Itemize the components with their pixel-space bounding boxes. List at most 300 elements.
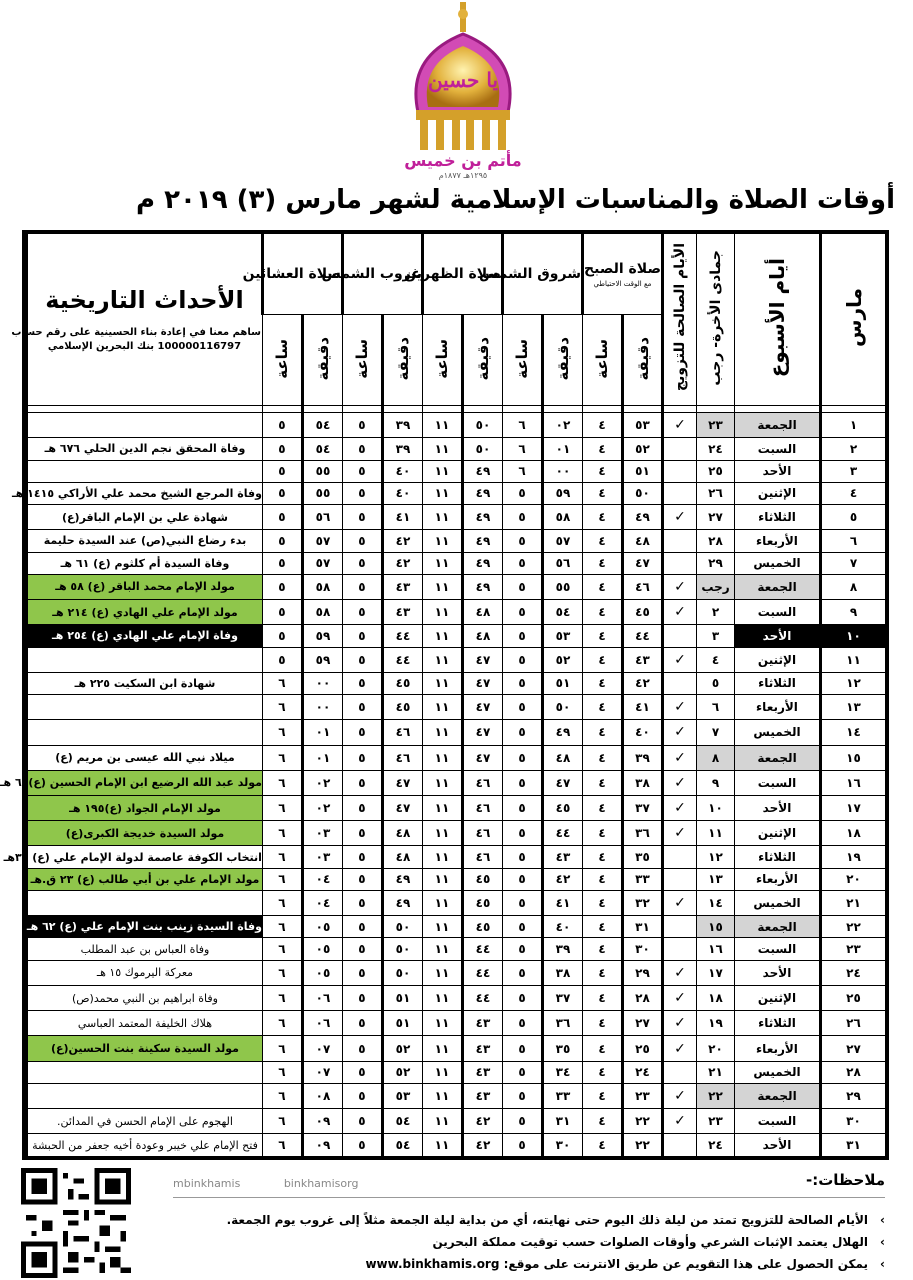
table-row bbox=[27, 600, 886, 625]
wedding-cell bbox=[663, 1134, 697, 1157]
check-icon: ✓ bbox=[674, 1015, 686, 1032]
sunrise-minute-cell: ٣٦ bbox=[542, 1011, 582, 1036]
logo-text-name: مأتم بن خميس bbox=[404, 151, 522, 170]
table-row bbox=[27, 1036, 886, 1061]
sunrise-hour-cell: ٥ bbox=[502, 1036, 542, 1061]
isha-hour-cell: ٦ bbox=[262, 960, 302, 985]
isha-hour-cell: ٦ bbox=[262, 1011, 302, 1036]
weekday-cell: الجمعة bbox=[735, 1083, 821, 1108]
fajr-hour-cell: ٤ bbox=[582, 938, 622, 960]
wedding-cell bbox=[663, 552, 697, 574]
weekday-cell: الثلاثاء bbox=[735, 672, 821, 694]
isha-hour-cell: ٥ bbox=[262, 552, 302, 574]
dhuhr-hour-cell: ١١ bbox=[422, 695, 462, 720]
march-day-cell: ٣١ bbox=[821, 1134, 886, 1157]
isha-hour-cell: ٥ bbox=[262, 574, 302, 599]
sunrise-minute-cell: ٣٧ bbox=[542, 985, 582, 1010]
wedding-cell bbox=[663, 530, 697, 552]
dhuhr-hour-cell: ١١ bbox=[422, 770, 462, 795]
logo bbox=[398, 2, 528, 180]
fajr-minute-cell: ٣١ bbox=[623, 916, 663, 938]
isha-minute-head: دقيقة bbox=[302, 315, 342, 406]
weekday-cell: الإثنين bbox=[735, 821, 821, 846]
fajr-hour-cell: ٤ bbox=[582, 960, 622, 985]
march-day-cell: ١٠ bbox=[821, 625, 886, 647]
dhuhr-hour-cell: ١١ bbox=[422, 625, 462, 647]
fajr-hour-cell: ٤ bbox=[582, 868, 622, 890]
sunrise-hour-cell: ٥ bbox=[502, 574, 542, 599]
hijri-day-cell: ٨ bbox=[697, 745, 735, 770]
fajr-minute-cell: ٢٥ bbox=[623, 1036, 663, 1061]
wedding-cell bbox=[663, 574, 697, 599]
event-cell bbox=[27, 720, 263, 745]
hijri-day-cell: ٢٣ bbox=[697, 1109, 735, 1134]
dhuhr-minute-cell: ٤٩ bbox=[462, 552, 502, 574]
sunrise-hour-cell: ٥ bbox=[502, 720, 542, 745]
table-row bbox=[27, 960, 886, 985]
weekday-cell: الثلاثاء bbox=[735, 1011, 821, 1036]
sunrise-hour-cell: ٥ bbox=[502, 1134, 542, 1157]
dhuhr-hour-cell: ١١ bbox=[422, 482, 462, 504]
dhuhr-minute-cell: ٥٠ bbox=[462, 438, 502, 460]
weekday-cell: الثلاثاء bbox=[735, 505, 821, 530]
table-row bbox=[27, 695, 886, 720]
weekday-cell: الخميس bbox=[735, 890, 821, 915]
event-cell bbox=[27, 1083, 263, 1108]
sunrise-minute-cell: ٥٩ bbox=[542, 482, 582, 504]
header-hijri: جمادى الأخرة- رجب bbox=[697, 234, 735, 406]
fajr-hour-cell: ٤ bbox=[582, 720, 622, 745]
weekday-cell: الجمعة bbox=[735, 574, 821, 599]
march-day-cell: ٢٦ bbox=[821, 1011, 886, 1036]
table-row bbox=[27, 745, 886, 770]
dhuhr-minute-cell: ٤٢ bbox=[462, 1109, 502, 1134]
hijri-day-cell: ٢٩ bbox=[697, 552, 735, 574]
wedding-cell bbox=[663, 1061, 697, 1083]
march-day-cell: ٢٨ bbox=[821, 1061, 886, 1083]
isha-minute-cell: ٠١ bbox=[302, 745, 342, 770]
fajr-minute-cell: ٤٨ bbox=[623, 530, 663, 552]
isha-minute-cell: ٠٣ bbox=[302, 846, 342, 868]
isha-hour-cell: ٦ bbox=[262, 1109, 302, 1134]
sunset-minute-cell: ٥١ bbox=[382, 985, 422, 1010]
weekday-cell: الأحد bbox=[735, 625, 821, 647]
isha-hour-cell: ٦ bbox=[262, 1083, 302, 1108]
table-row bbox=[27, 625, 886, 647]
social-handle[interactable]: mbinkhamis bbox=[173, 1177, 241, 1190]
sunrise-hour-cell: ٥ bbox=[502, 1011, 542, 1036]
weekday-cell: الأحد bbox=[735, 960, 821, 985]
sunset-minute-cell: ٤٨ bbox=[382, 821, 422, 846]
march-day-cell: ٢٤ bbox=[821, 960, 886, 985]
dhuhr-hour-cell: ١١ bbox=[422, 720, 462, 745]
sunset-minute-cell: ٥٠ bbox=[382, 960, 422, 985]
calendar-grid bbox=[0, 233, 886, 1157]
table-row bbox=[27, 460, 886, 482]
hijri-day-cell: ١٩ bbox=[697, 1011, 735, 1036]
isha-hour-cell: ٦ bbox=[262, 1036, 302, 1061]
dhuhr-hour-cell: ١١ bbox=[422, 846, 462, 868]
table-row bbox=[27, 574, 886, 599]
sunset-minute-cell: ٤٦ bbox=[382, 720, 422, 745]
dhuhr-minute-head: دقيقة bbox=[462, 315, 502, 406]
sunset-minute-cell: ٣٩ bbox=[382, 438, 422, 460]
dhuhr-minute-cell: ٤٧ bbox=[462, 647, 502, 672]
fajr-hour-cell: ٤ bbox=[582, 625, 622, 647]
dhuhr-minute-cell: ٤٧ bbox=[462, 672, 502, 694]
sunset-minute-cell: ٤٢ bbox=[382, 552, 422, 574]
weekday-cell: الأحد bbox=[735, 795, 821, 820]
check-icon: ✓ bbox=[674, 825, 686, 842]
fajr-hour-cell: ٤ bbox=[582, 1061, 622, 1083]
sunset-hour-cell: ٥ bbox=[342, 821, 382, 846]
events-note-1: ساهم معنا في إعادة بناء الحسينية على رقم حساب bbox=[11, 326, 261, 338]
sunrise-hour-cell: ٥ bbox=[502, 938, 542, 960]
weekday-cell: السبت bbox=[735, 1109, 821, 1134]
sunrise-hour-cell: ٦ bbox=[502, 413, 542, 438]
march-day-cell: ٢٩ bbox=[821, 1083, 886, 1108]
march-day-cell: ١٩ bbox=[821, 846, 886, 868]
march-day-cell: ١٧ bbox=[821, 795, 886, 820]
sunrise-hour-cell: ٥ bbox=[502, 890, 542, 915]
weekday-cell: الأحد bbox=[735, 460, 821, 482]
march-day-cell: ٦ bbox=[821, 530, 886, 552]
hijri-day-cell: ١٣ bbox=[697, 868, 735, 890]
dhuhr-hour-cell: ١١ bbox=[422, 960, 462, 985]
sunrise-minute-cell: ٤٥ bbox=[542, 795, 582, 820]
march-day-cell: ١٨ bbox=[821, 821, 886, 846]
dhuhr-minute-cell: ٤٣ bbox=[462, 1061, 502, 1083]
check-icon: ✓ bbox=[674, 509, 686, 526]
dhuhr-hour-cell: ١١ bbox=[422, 600, 462, 625]
sunset-hour-cell: ٥ bbox=[342, 647, 382, 672]
sunset-hour-cell: ٥ bbox=[342, 770, 382, 795]
isha-hour-cell: ٦ bbox=[262, 1061, 302, 1083]
fajr-hour-cell: ٤ bbox=[582, 1109, 622, 1134]
header-march: مارس bbox=[821, 234, 886, 406]
sunset-minute-cell: ٥٠ bbox=[382, 938, 422, 960]
sunset-hour-cell: ٥ bbox=[342, 552, 382, 574]
isha-minute-cell: ٠٢ bbox=[302, 795, 342, 820]
event-cell: مولد السيدة سكينة بنت الحسين(ع) bbox=[27, 1036, 263, 1061]
hijri-day-cell: ١٥ bbox=[697, 916, 735, 938]
event-cell: ميلاد نبي الله عيسى بن مريم (ع) bbox=[27, 745, 263, 770]
notes-title: ملاحظات:- bbox=[805, 1171, 885, 1189]
weekday-cell: السبت bbox=[735, 938, 821, 960]
isha-minute-cell: ٠٤ bbox=[302, 890, 342, 915]
table-row bbox=[27, 413, 886, 438]
isha-minute-cell: ٥٨ bbox=[302, 574, 342, 599]
dhuhr-hour-cell: ١١ bbox=[422, 938, 462, 960]
sunrise-minute-cell: ٠٠ bbox=[542, 460, 582, 482]
weekday-cell: الأربعاء bbox=[735, 868, 821, 890]
header-fajr: صلاة الصبح مع الوقت الاحتياطي bbox=[582, 234, 662, 315]
events-note-2: 100000116797 بنك البحرين الإسلامي bbox=[47, 340, 242, 352]
isha-minute-cell: ٥٤ bbox=[302, 438, 342, 460]
weekday-cell: الخميس bbox=[735, 720, 821, 745]
fajr-hour-cell: ٤ bbox=[582, 985, 622, 1010]
sunset-hour-cell: ٥ bbox=[342, 1109, 382, 1134]
wedding-cell bbox=[663, 482, 697, 504]
sunrise-minute-cell: ٥٥ bbox=[542, 574, 582, 599]
check-icon: ✓ bbox=[674, 895, 686, 912]
sunset-minute-cell: ٤٤ bbox=[382, 625, 422, 647]
fajr-minute-cell: ٣٧ bbox=[623, 795, 663, 820]
dhuhr-hour-cell: ١١ bbox=[422, 460, 462, 482]
social-links bbox=[173, 1177, 733, 1190]
isha-hour-cell: ٥ bbox=[262, 460, 302, 482]
sunset-minute-cell: ٥٢ bbox=[382, 1061, 422, 1083]
dhuhr-minute-cell: ٤٢ bbox=[462, 1134, 502, 1157]
dhuhr-minute-cell: ٤٤ bbox=[462, 960, 502, 985]
wedding-cell bbox=[663, 413, 697, 438]
weekday-cell: الثلاثاء bbox=[735, 846, 821, 868]
event-cell: فتح الإمام علي خيبر وعودة أخيه جعفر من الحبشة bbox=[27, 1134, 263, 1157]
fajr-minute-cell: ٣٢ bbox=[623, 890, 663, 915]
sunrise-minute-cell: ٥١ bbox=[542, 672, 582, 694]
fajr-hour-cell: ٤ bbox=[582, 460, 622, 482]
note-line-3: › يمكن الحصول على هذا التقويم عن طريق الانترنت على موقع: www.binkhamis.org bbox=[173, 1257, 885, 1271]
isha-minute-cell: ٠٣ bbox=[302, 821, 342, 846]
sunrise-minute-cell: ٣٩ bbox=[542, 938, 582, 960]
event-cell: الهجوم على الإمام الحسن في المدائن. bbox=[27, 1109, 263, 1134]
sunrise-minute-cell: ٣٥ bbox=[542, 1036, 582, 1061]
event-cell bbox=[27, 695, 263, 720]
event-cell bbox=[27, 890, 263, 915]
wedding-cell bbox=[663, 821, 697, 846]
sunset-minute-cell: ٤٦ bbox=[382, 745, 422, 770]
fajr-hour-cell: ٤ bbox=[582, 552, 622, 574]
wedding-cell bbox=[663, 868, 697, 890]
isha-hour-cell: ٦ bbox=[262, 745, 302, 770]
isha-hour-cell: ٥ bbox=[262, 482, 302, 504]
sunrise-minute-head: دقيقة bbox=[542, 315, 582, 406]
sunrise-minute-cell: ٤٧ bbox=[542, 770, 582, 795]
sunrise-minute-cell: ٣٨ bbox=[542, 960, 582, 985]
sunset-hour-head: ساعة bbox=[342, 315, 382, 406]
fajr-hour-cell: ٤ bbox=[582, 745, 622, 770]
fajr-minute-cell: ٥٠ bbox=[623, 482, 663, 504]
fajr-hour-cell: ٤ bbox=[582, 821, 622, 846]
sunrise-minute-cell: ٥٠ bbox=[542, 695, 582, 720]
isha-hour-cell: ٦ bbox=[262, 890, 302, 915]
sunset-minute-cell: ٥١ bbox=[382, 1011, 422, 1036]
sunset-minute-cell: ٥٣ bbox=[382, 1083, 422, 1108]
dhuhr-minute-cell: ٤٥ bbox=[462, 916, 502, 938]
dhuhr-minute-cell: ٤٧ bbox=[462, 720, 502, 745]
table-row bbox=[27, 938, 886, 960]
dhuhr-minute-cell: ٤٩ bbox=[462, 574, 502, 599]
check-icon: ✓ bbox=[674, 1088, 686, 1105]
qr-code[interactable] bbox=[21, 1168, 131, 1278]
check-icon: ✓ bbox=[674, 724, 686, 741]
social-site[interactable]: binkhamisorg bbox=[283, 1177, 359, 1190]
weekday-cell: الإثنين bbox=[735, 647, 821, 672]
event-cell: انتخاب الكوفة عاصمة لدولة الإمام علي (ع) ٣٦هـ bbox=[27, 846, 263, 868]
header-isha: صلاة العشائين bbox=[262, 234, 342, 315]
fajr-minute-cell: ٥٣ bbox=[623, 413, 663, 438]
march-day-cell: ١١ bbox=[821, 647, 886, 672]
sunset-hour-cell: ٥ bbox=[342, 985, 382, 1010]
wedding-cell bbox=[663, 938, 697, 960]
dhuhr-hour-cell: ١١ bbox=[422, 1134, 462, 1157]
isha-minute-cell: ٥٥ bbox=[302, 460, 342, 482]
hijri-day-cell: ٢ bbox=[697, 600, 735, 625]
sunset-minute-cell: ٥٠ bbox=[382, 916, 422, 938]
table-row bbox=[27, 1109, 886, 1134]
sunrise-hour-cell: ٥ bbox=[502, 985, 542, 1010]
weekday-cell: الإثنين bbox=[735, 985, 821, 1010]
event-cell: وفاة الإمام علي الهادي (ع) ٢٥٤ هـ bbox=[27, 625, 263, 647]
table-row bbox=[27, 1083, 886, 1108]
isha-hour-cell: ٦ bbox=[262, 695, 302, 720]
dhuhr-minute-cell: ٤٧ bbox=[462, 745, 502, 770]
fajr-minute-cell: ٣٦ bbox=[623, 821, 663, 846]
check-icon: ✓ bbox=[674, 651, 686, 668]
fajr-hour-cell: ٤ bbox=[582, 672, 622, 694]
sunset-hour-cell: ٥ bbox=[342, 695, 382, 720]
wedding-cell bbox=[663, 1109, 697, 1134]
sunset-hour-cell: ٥ bbox=[342, 505, 382, 530]
dhuhr-hour-cell: ١١ bbox=[422, 505, 462, 530]
fajr-hour-cell: ٤ bbox=[582, 505, 622, 530]
sunrise-minute-cell: ٤٤ bbox=[542, 821, 582, 846]
march-day-cell: ٢٥ bbox=[821, 985, 886, 1010]
table-row bbox=[27, 916, 886, 938]
logo-text-hussain: يا حسين bbox=[427, 68, 499, 92]
fajr-hour-cell: ٤ bbox=[582, 846, 622, 868]
isha-hour-cell: ٦ bbox=[262, 821, 302, 846]
sunrise-hour-cell: ٥ bbox=[502, 745, 542, 770]
sunrise-minute-cell: ٣٠ bbox=[542, 1134, 582, 1157]
dhuhr-hour-cell: ١١ bbox=[422, 916, 462, 938]
sunset-minute-cell: ٤٤ bbox=[382, 647, 422, 672]
table-row bbox=[27, 821, 886, 846]
march-day-cell: ٧ bbox=[821, 552, 886, 574]
sunrise-minute-cell: ٠٢ bbox=[542, 413, 582, 438]
dhuhr-minute-cell: ٤٤ bbox=[462, 938, 502, 960]
event-cell: وفاة ابراهيم بن النبي محمد(ص) bbox=[27, 985, 263, 1010]
sunrise-minute-cell: ٤٢ bbox=[542, 868, 582, 890]
sunset-minute-cell: ٣٩ bbox=[382, 413, 422, 438]
dhuhr-minute-cell: ٤٧ bbox=[462, 695, 502, 720]
hijri-day-cell: ٩ bbox=[697, 770, 735, 795]
fajr-minute-cell: ٤٥ bbox=[623, 600, 663, 625]
isha-hour-cell: ٦ bbox=[262, 868, 302, 890]
header-dhuhr: صلاة الظهرين bbox=[422, 234, 502, 315]
sunset-minute-cell: ٥٤ bbox=[382, 1134, 422, 1157]
wedding-cell bbox=[663, 647, 697, 672]
fajr-hour-cell: ٤ bbox=[582, 482, 622, 504]
header-events bbox=[11, 234, 263, 406]
march-day-cell: ٢٧ bbox=[821, 1036, 886, 1061]
dhuhr-hour-cell: ١١ bbox=[422, 1109, 462, 1134]
table-row bbox=[27, 552, 886, 574]
dhuhr-minute-cell: ٤٣ bbox=[462, 1011, 502, 1036]
sunset-minute-cell: ٤١ bbox=[382, 505, 422, 530]
weekday-cell: الجمعة bbox=[735, 745, 821, 770]
fajr-minute-cell: ٣٥ bbox=[623, 846, 663, 868]
fajr-minute-cell: ٤٦ bbox=[623, 574, 663, 599]
table-row bbox=[27, 795, 886, 820]
sunset-hour-cell: ٥ bbox=[342, 868, 382, 890]
table-row bbox=[27, 1011, 886, 1036]
wedding-cell bbox=[663, 916, 697, 938]
notes-section bbox=[173, 1167, 885, 1280]
isha-minute-cell: ٠٦ bbox=[302, 1011, 342, 1036]
march-day-cell: ٢ bbox=[821, 438, 886, 460]
sunrise-minute-cell: ٥٢ bbox=[542, 647, 582, 672]
sunset-hour-cell: ٥ bbox=[342, 574, 382, 599]
sunrise-hour-cell: ٥ bbox=[502, 1061, 542, 1083]
sunrise-hour-cell: ٥ bbox=[502, 960, 542, 985]
event-cell: وفاة السيدة زينب بنت الإمام علي (ع) ٦٢ هـ bbox=[27, 916, 263, 938]
isha-minute-cell: ٥٦ bbox=[302, 505, 342, 530]
dhuhr-hour-cell: ١١ bbox=[422, 413, 462, 438]
event-cell bbox=[27, 413, 263, 438]
fajr-hour-cell: ٤ bbox=[582, 413, 622, 438]
event-cell: مولد السيدة خديجة الكبرى(ع) bbox=[27, 821, 263, 846]
sunrise-hour-cell: ٥ bbox=[502, 1083, 542, 1108]
isha-hour-cell: ٥ bbox=[262, 438, 302, 460]
fajr-hour-head: ساعة bbox=[582, 315, 622, 406]
sunset-minute-cell: ٤٨ bbox=[382, 846, 422, 868]
sunset-hour-cell: ٥ bbox=[342, 600, 382, 625]
isha-hour-cell: ٦ bbox=[262, 720, 302, 745]
dhuhr-minute-cell: ٤٨ bbox=[462, 625, 502, 647]
note-line-1: › الأيام الصالحة للتزويج تمتد من ليلة ذلك اليوم حتى نهايته، أي من بداية ليلة الجمعة مثلاً إلى غروب يوم الجمعة. bbox=[173, 1213, 885, 1227]
fajr-minute-cell: ٥١ bbox=[623, 460, 663, 482]
isha-hour-cell: ٦ bbox=[262, 846, 302, 868]
table-row bbox=[27, 985, 886, 1010]
isha-minute-cell: ٥٤ bbox=[302, 413, 342, 438]
sunrise-hour-cell: ٥ bbox=[502, 695, 542, 720]
sunset-minute-cell: ٤٩ bbox=[382, 890, 422, 915]
fajr-note: مع الوقت الاحتياطي bbox=[593, 279, 652, 288]
sunrise-hour-cell: ٥ bbox=[502, 505, 542, 530]
isha-hour-cell: ٥ bbox=[262, 530, 302, 552]
dhuhr-hour-cell: ١١ bbox=[422, 438, 462, 460]
sunrise-hour-cell: ٥ bbox=[502, 552, 542, 574]
event-cell: بدء رضاع النبي(ص) عند السيدة حليمة bbox=[27, 530, 263, 552]
fajr-minute-cell: ٣٩ bbox=[623, 745, 663, 770]
dhuhr-hour-cell: ١١ bbox=[422, 647, 462, 672]
isha-hour-cell: ٦ bbox=[262, 916, 302, 938]
event-cell: شهادة ابن السكيت ٢٢٥ هـ bbox=[27, 672, 263, 694]
march-day-cell: ٢٢ bbox=[821, 916, 886, 938]
sunrise-minute-cell: ٤٨ bbox=[542, 745, 582, 770]
sunset-hour-cell: ٥ bbox=[342, 890, 382, 915]
fajr-hour-cell: ٤ bbox=[582, 1083, 622, 1108]
sunrise-hour-cell: ٥ bbox=[502, 795, 542, 820]
fajr-minute-head: دقيقة bbox=[623, 315, 663, 406]
page-title: أوقات الصلاة والمناسبات الإسلامية لشهر مارس (٣) ٢٠١٩ م bbox=[135, 185, 895, 215]
sunrise-minute-cell: ٤٩ bbox=[542, 720, 582, 745]
dhuhr-hour-cell: ١١ bbox=[422, 672, 462, 694]
isha-hour-cell: ٥ bbox=[262, 647, 302, 672]
isha-hour-cell: ٥ bbox=[262, 600, 302, 625]
dhuhr-hour-cell: ١١ bbox=[422, 1061, 462, 1083]
dhuhr-minute-cell: ٤٩ bbox=[462, 482, 502, 504]
event-cell: وفاة العباس بن عبد المطلب bbox=[27, 938, 263, 960]
sunrise-minute-cell: ٥٨ bbox=[542, 505, 582, 530]
fajr-minute-cell: ٤٠ bbox=[623, 720, 663, 745]
dhuhr-hour-cell: ١١ bbox=[422, 1083, 462, 1108]
fajr-minute-cell: ٢٧ bbox=[623, 1011, 663, 1036]
calendar-body bbox=[0, 406, 886, 1157]
check-icon: ✓ bbox=[674, 1040, 686, 1057]
event-cell: وفاة السيدة أم كلثوم (ع) ٦١ هـ bbox=[27, 552, 263, 574]
